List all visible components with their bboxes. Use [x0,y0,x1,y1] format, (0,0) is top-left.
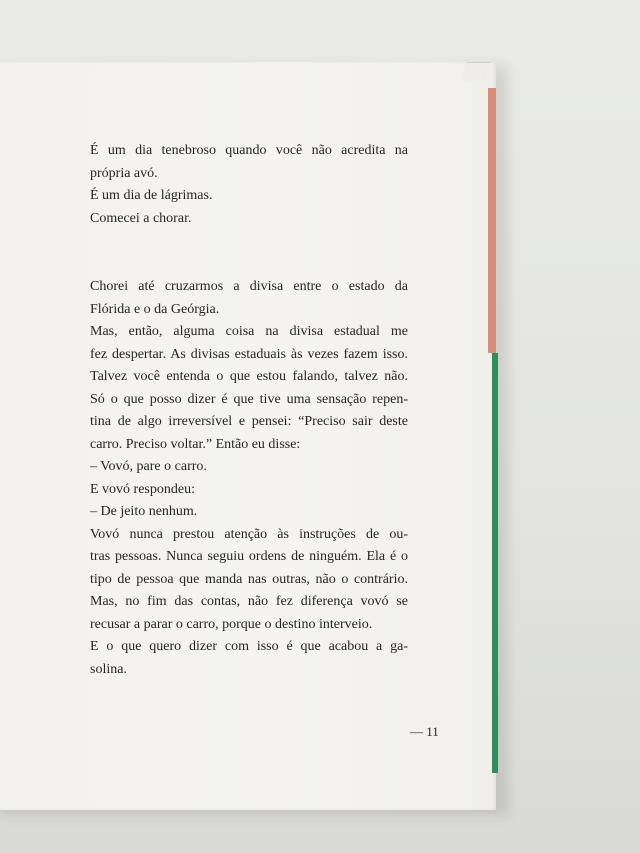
text-line: carro. Preciso voltar.” Então eu disse: [90,436,301,452]
text-line: fez despertar. As divisas estaduais às vezes fazem isso. [90,346,408,362]
text-line: recusar a parar o carro, porque o destino interveio. [90,616,373,632]
text-line: solina. [90,661,127,677]
text-line: Comecei a chorar. [90,210,192,226]
text-line: Mas, no fim das contas, não fez diferença vovó se [90,594,408,609]
page-edge-red-stripe [488,88,496,353]
text-line: própria avó. [90,165,158,181]
text-line: Só o que posso dizer é que tive uma sensação repen- [90,391,408,407]
text-line: É um dia tenebroso quando você não acredita na [90,143,408,158]
text-line: Talvez você entenda o que estou falando, talvez não. [90,369,408,384]
text-line: Chorei até cruzarmos a divisa entre o estado da [90,279,408,294]
text-line: Mas, então, alguma coisa na divisa estadual me [90,324,408,339]
text-line: E vovó respondeu: [90,481,195,497]
body-text [90,140,408,681]
section-break [90,253,408,276]
text-line: Flórida e o da Geórgia. [90,301,220,317]
text-line: E o que quero dizer com isso é que acabou a ga- [90,639,408,654]
page-edge-green-stripe [492,353,498,773]
text-line: – De jeito nenhum. [90,504,198,519]
text-line: É um dia de lágrimas. [90,188,213,203]
text-line: – Vovó, pare o carro. [90,459,207,474]
page-number: — 11 [410,724,439,739]
text-line: tipo de pessoa que manda nas outras, não o contrário. [90,571,408,587]
text-line: tras pessoas. Nunca seguiu ordens de ninguém. Ela é o [90,549,408,564]
text-line: tina de algo irreversível e pensei: “Preciso sair deste [90,414,408,429]
section-break [90,230,408,253]
text-line: Vovó nunca prestou atenção às instruções de ou- [90,526,408,542]
